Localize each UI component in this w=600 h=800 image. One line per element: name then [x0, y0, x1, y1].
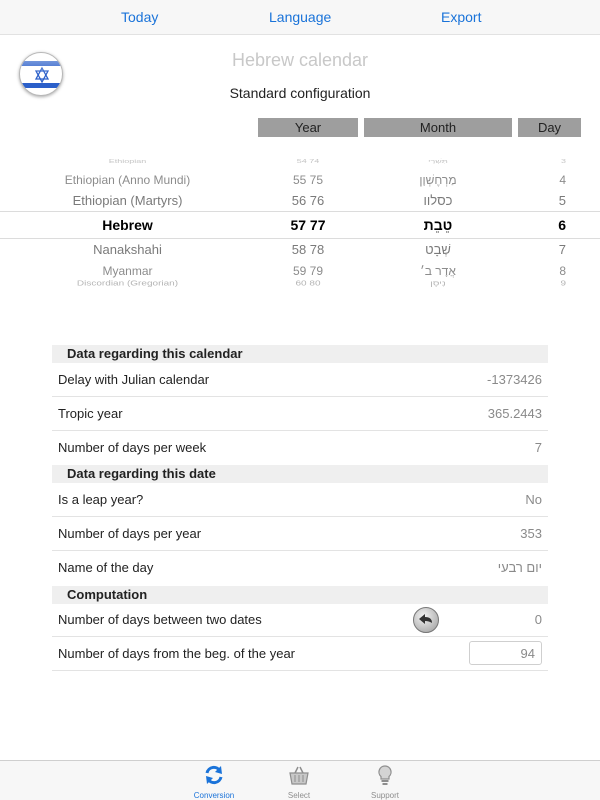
picker-year[interactable]: 55 75 — [292, 173, 324, 187]
tab-support[interactable] — [355, 764, 415, 800]
picker-day[interactable]: 3 — [560, 158, 566, 164]
tab-label: Conversion — [193, 791, 235, 800]
row-value: 365.2443 — [487, 406, 542, 421]
tab-label: Select — [287, 791, 311, 800]
bottom-tab-bar — [0, 760, 600, 800]
row-label: Number of days from the beg. of the year — [58, 646, 296, 661]
row-value: 353 — [520, 526, 542, 541]
days-from-year-start-row — [52, 637, 548, 671]
picker-year[interactable]: 56 76 — [291, 193, 325, 208]
row-label: Number of days between two dates — [58, 612, 262, 627]
leap-year-row — [52, 483, 548, 517]
row-value: No — [525, 492, 542, 507]
picker-day[interactable]: 6 — [558, 217, 566, 233]
export-button[interactable]: Export — [441, 9, 482, 25]
picker-calendar-name[interactable]: Hebrew — [102, 217, 153, 233]
row-label: Tropic year — [58, 406, 123, 421]
picker-calendar-name[interactable]: Ethiopian (Martyrs) — [72, 193, 183, 208]
tab-select[interactable] — [269, 764, 329, 800]
picker-selection-top-line — [0, 211, 600, 212]
calendar-data-section-header: Data regarding this calendar — [52, 345, 548, 363]
days-from-year-start-input[interactable] — [469, 641, 542, 665]
picker-day[interactable]: 8 — [559, 264, 566, 278]
row-label: Delay with Julian calendar — [58, 372, 210, 387]
calendar-title: Hebrew calendar — [231, 50, 369, 70]
picker-month[interactable]: שְׁבָט — [425, 242, 451, 257]
today-button[interactable]: Today — [121, 9, 159, 25]
configuration-subtitle: Standard configuration — [229, 85, 371, 101]
day-name-row — [52, 551, 548, 585]
row-label: Number of days per week — [58, 440, 207, 455]
picker-day[interactable]: 5 — [558, 193, 566, 208]
picker-calendar-name[interactable]: Myanmar — [102, 264, 153, 278]
basket-icon — [288, 764, 310, 786]
picker-month[interactable]: נִיסָן — [430, 280, 446, 288]
picker-year[interactable]: 58 78 — [291, 242, 325, 257]
computation-section-header: Computation — [52, 586, 548, 604]
swap-dates-button[interactable] — [413, 607, 439, 633]
picker-calendar-name[interactable]: Ethiopian (Anno Mundi) — [64, 173, 191, 187]
picker-day[interactable]: 4 — [559, 173, 566, 187]
picker-calendar-name[interactable]: Ethiopian — [108, 158, 147, 164]
picker-calendar-name[interactable]: Nanakshahi — [93, 242, 162, 257]
days-between-dates-row — [52, 603, 548, 637]
row-value: 7 — [534, 440, 542, 455]
picker-year[interactable]: 60 80 — [295, 280, 321, 288]
picker-month[interactable]: טֵבֵת — [423, 217, 453, 233]
row-value: יום רבעי — [497, 560, 542, 575]
days-per-week-row — [52, 431, 548, 465]
picker-day[interactable]: 7 — [558, 242, 566, 257]
tab-conversion[interactable] — [184, 764, 244, 800]
days-per-year-row — [52, 517, 548, 551]
row-value: -1373426 — [487, 372, 542, 387]
date-data-section-header: Data regarding this date — [52, 465, 548, 483]
picker-year[interactable]: 59 79 — [292, 264, 324, 278]
row-label: Is a leap year? — [58, 492, 144, 507]
lightbulb-icon — [374, 764, 396, 786]
picker-month[interactable]: תִּשְׁרֵי — [428, 158, 448, 164]
row-label: Number of days per year — [58, 526, 202, 541]
julian-delay-row — [52, 363, 548, 397]
calendar-date-picker[interactable] — [0, 152, 600, 297]
day-column-header: Day — [518, 118, 581, 137]
row-label: Name of the day — [58, 560, 154, 575]
swap-arrow-icon — [418, 613, 434, 627]
month-column-header: Month — [364, 118, 512, 137]
picker-month[interactable]: אֲדָר ב׳ — [420, 264, 456, 278]
picker-month[interactable]: מַרְחֶשְׁוָן — [419, 173, 457, 187]
tropic-year-row — [52, 397, 548, 431]
picker-month[interactable]: כסלוו — [423, 193, 453, 208]
refresh-arrows-icon — [203, 764, 225, 786]
picker-day[interactable]: 9 — [560, 280, 566, 288]
picker-year[interactable]: 54 74 — [296, 158, 320, 164]
tab-label: Support — [370, 791, 400, 800]
row-value: 0 — [534, 612, 542, 627]
language-button[interactable]: Language — [269, 9, 332, 25]
picker-year[interactable]: 57 77 — [290, 217, 326, 233]
picker-calendar-name[interactable]: Discordian (Gregorian) — [76, 280, 179, 288]
picker-selection-bottom-line — [0, 238, 600, 239]
top-nav-bar — [0, 0, 600, 35]
year-column-header: Year — [258, 118, 358, 137]
